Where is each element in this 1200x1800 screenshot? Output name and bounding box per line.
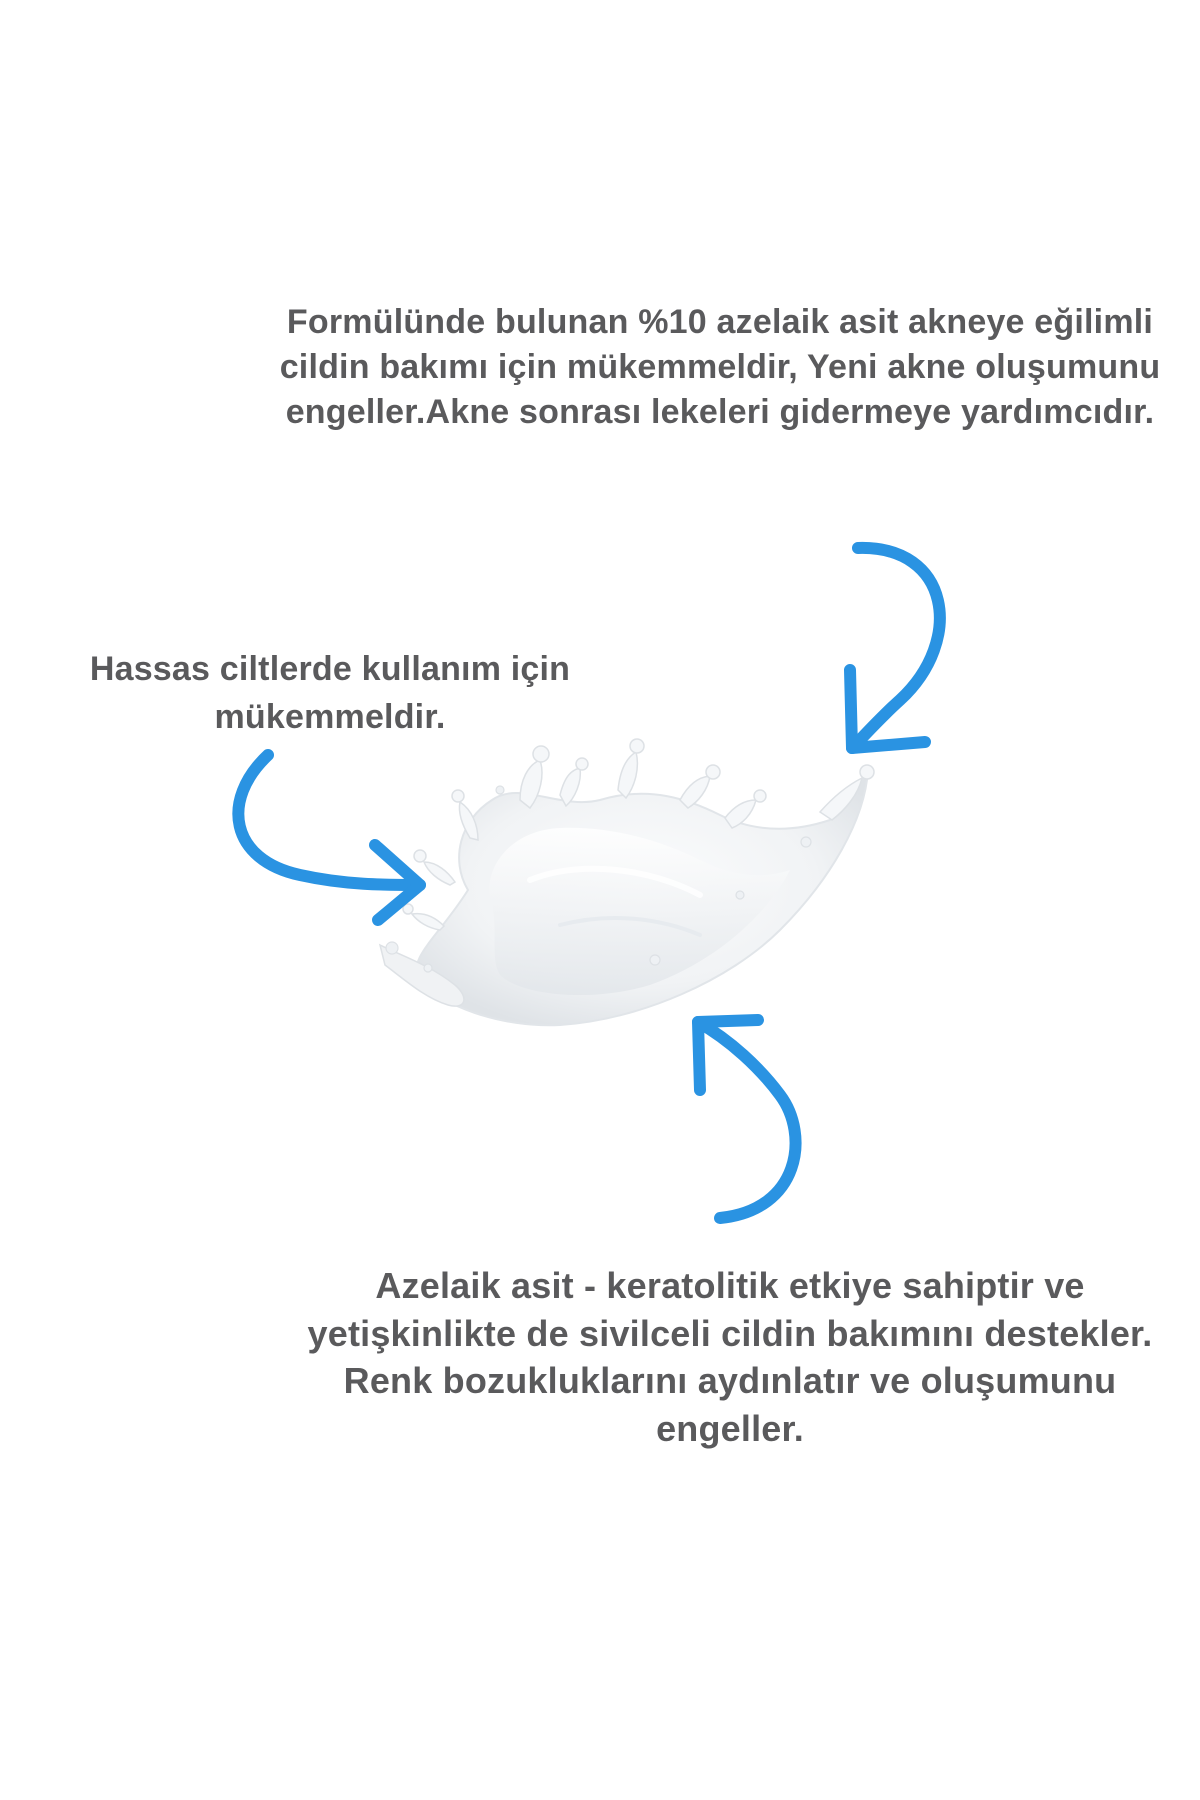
arrow-left-icon <box>238 755 420 920</box>
arrow-top-right-icon <box>850 548 940 748</box>
milk-splash-illustration <box>380 739 874 1025</box>
callout-top-text: Formülünde bulunan %10 azelaik asit akneye eğilimli cildin bakımı için mükemmeldir, Yeni akne oluşumunu engeller.Akne sonrası lekeleri gidermeye yardımcıdır. <box>279 303 1161 431</box>
callout-bottom-text: Azelaik asit - keratolitik etkiye sahiptir ve yetişkinlikte de sivilceli cildin bakımını destekler. Renk bozukluklarını aydınlatır ve oluşumunu engeller. <box>307 1265 1153 1449</box>
callout-left-text: Hassas ciltlerde kullanım için mükemmeldir. <box>89 650 571 737</box>
arrow-bottom-icon <box>698 1020 796 1218</box>
